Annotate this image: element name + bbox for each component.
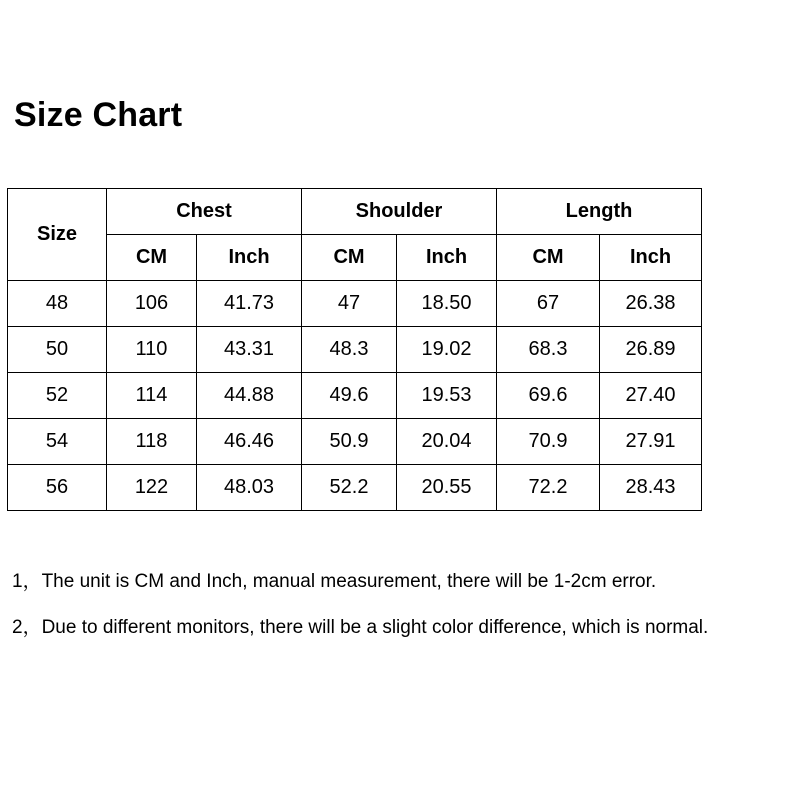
measurement-cell: 110	[107, 327, 197, 373]
unit-header: Inch	[600, 235, 702, 281]
measurement-cell: 46.46	[197, 419, 302, 465]
note-item: 2，Due to different monitors, there will be a slight color difference, which is normal.	[12, 617, 709, 638]
measurement-cell: 68.3	[497, 327, 600, 373]
measurement-cell: 20.04	[397, 419, 497, 465]
page-title: Size Chart	[14, 96, 183, 134]
notes	[12, 566, 708, 658]
measurement-cell: 50.9	[302, 419, 397, 465]
size-cell: 52	[8, 373, 107, 419]
measurement-cell: 18.50	[397, 281, 497, 327]
unit-header: Inch	[197, 235, 302, 281]
shoulder-header: Shoulder	[302, 189, 497, 235]
measurement-cell: 26.38	[600, 281, 702, 327]
table-row	[8, 373, 702, 419]
unit-header: CM	[497, 235, 600, 281]
size-cell: 50	[8, 327, 107, 373]
table-row	[8, 327, 702, 373]
measurement-cell: 28.43	[600, 465, 702, 511]
measurement-cell: 44.88	[197, 373, 302, 419]
measurement-cell: 48.03	[197, 465, 302, 511]
table-header-row	[8, 189, 702, 235]
table-row	[8, 419, 702, 465]
measurement-cell: 27.91	[600, 419, 702, 465]
measurement-cell: 49.6	[302, 373, 397, 419]
unit-header: CM	[107, 235, 197, 281]
measurement-cell: 43.31	[197, 327, 302, 373]
table-body	[8, 281, 702, 511]
measurement-cell: 19.53	[397, 373, 497, 419]
measurement-cell: 118	[107, 419, 197, 465]
measurement-cell: 72.2	[497, 465, 600, 511]
table-unit-row	[8, 235, 702, 281]
measurement-cell: 67	[497, 281, 600, 327]
size-cell: 56	[8, 465, 107, 511]
measurement-cell: 26.89	[600, 327, 702, 373]
measurement-cell: 47	[302, 281, 397, 327]
measurement-cell: 27.40	[600, 373, 702, 419]
measurement-cell: 70.9	[497, 419, 600, 465]
measurement-cell: 52.2	[302, 465, 397, 511]
measurement-cell: 19.02	[397, 327, 497, 373]
chest-header: Chest	[107, 189, 302, 235]
measurement-cell: 41.73	[197, 281, 302, 327]
measurement-cell: 106	[107, 281, 197, 327]
table-row	[8, 465, 702, 511]
measurement-cell: 69.6	[497, 373, 600, 419]
measurement-cell: 122	[107, 465, 197, 511]
measurement-cell: 114	[107, 373, 197, 419]
length-header: Length	[497, 189, 702, 235]
unit-header: Inch	[397, 235, 497, 281]
measurement-cell: 48.3	[302, 327, 397, 373]
unit-header: CM	[302, 235, 397, 281]
size-header: Size	[8, 189, 107, 281]
table-row	[8, 281, 702, 327]
size-cell: 54	[8, 419, 107, 465]
note-item: 1，The unit is CM and Inch, manual measurement, there will be 1-2cm error.	[12, 571, 657, 592]
size-table	[7, 188, 702, 511]
size-cell: 48	[8, 281, 107, 327]
measurement-cell: 20.55	[397, 465, 497, 511]
